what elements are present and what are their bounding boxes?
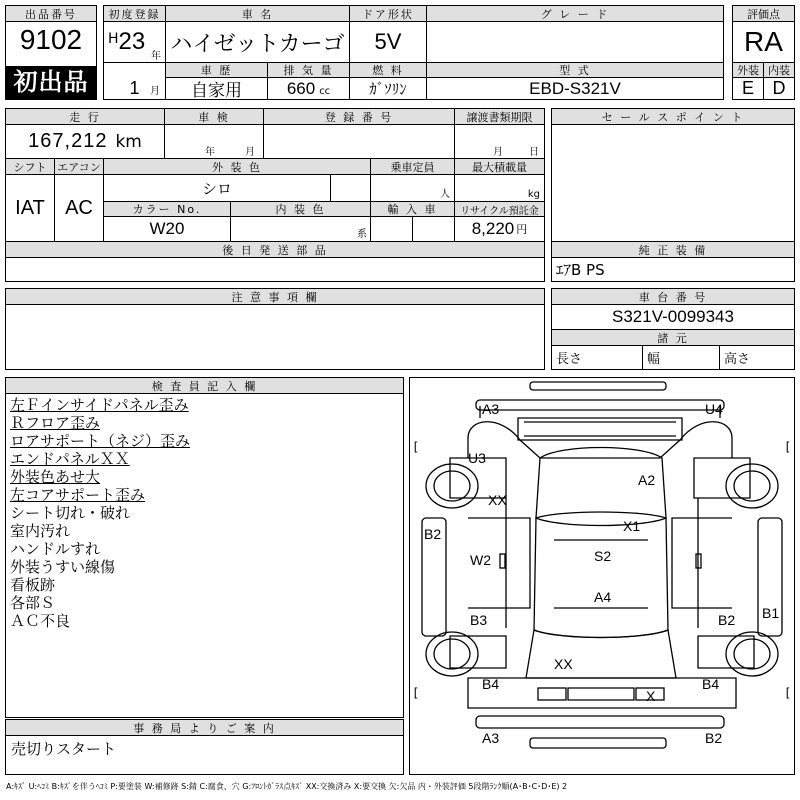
grade-label: グ レ ー ド [426,5,724,22]
width-label: 幅 [647,352,661,367]
door-label: ドア形状 [349,5,427,22]
mileage-cell [5,124,165,159]
color-no-label: カラー No. [103,201,231,217]
height-cell [719,345,795,370]
displacement: 660 [286,78,316,98]
sales-point-box [551,124,795,243]
genuine-equipment: ｴｱB PS [551,257,795,282]
capacity-label: 乗車定員 [370,158,455,175]
later-parts-label: 後 日 発 送 部 品 [5,241,545,258]
import-cell-2 [412,216,455,242]
car-name-label: 車 名 [165,5,350,22]
int-color-unit: 系 [357,229,367,240]
mark-b1: B1 [762,605,780,621]
inspector-line: エンドパネルＸＸ [10,450,130,468]
legend-footer: A:ｷｽﾞ U:ﾍｺﾐ B:ｷｽﾞを伴うﾍｺﾐ P:要塗装 W:補修跡 S:錆 C:腐食、穴 G:ﾌﾛﾝﾄｶﾞﾗｽ点ｷｽﾞ XX:交換済み X:要交換 欠:欠品 内・外装評価 5段階ﾗﾝｸ順(A･B･C･D･E) 2 [6,782,568,791]
length-cell [551,345,643,370]
year-unit: 年 [151,51,161,62]
mark-a3-bottom: A3 [482,730,500,746]
color-no: W20 [103,216,231,242]
int-color-label: 内 装 色 [230,201,371,217]
car-diagram [409,377,795,775]
grade [426,21,724,63]
inspection-label: 車 検 [164,108,264,125]
inspection-month-unit: 月 [245,147,255,158]
first-reg-year: 23 [118,28,146,55]
import-cell-1 [370,216,413,242]
exterior-grade: E [732,77,764,100]
mileage: 167,212 [28,130,108,152]
fuel-label: 燃 料 [349,62,427,78]
inspector-line: ロアサポート（ネジ）歪み [10,432,191,450]
door-type: 5V [349,21,427,63]
mileage-label: 走 行 [5,108,165,125]
import-label: 輸 入 車 [370,201,455,217]
capacity-unit: 人 [440,189,450,200]
length-label: 長さ [556,352,583,367]
inspection-year-unit: 年 [205,147,215,158]
inspector-line: Ｒフロア歪み [10,414,101,432]
genuine-label: 純 正 装 備 [551,241,795,258]
displacement-cell [267,77,350,100]
lot-number: 9102 [19,24,83,55]
inspection-cell [164,124,264,159]
transfer-day-unit: 日 [529,147,539,158]
bracket-tl: [ [412,440,420,454]
mark-u3: U3 [468,450,486,466]
first-listing-badge: 初出品 [6,66,96,99]
mark-x-bottom: X [646,688,656,704]
mark-b2-left: B2 [424,526,442,542]
month-unit: 月 [150,86,160,97]
inspector-line: シート切れ・破れ [10,504,131,522]
mark-w2: W2 [470,552,491,568]
exterior-label: 外装 [732,62,764,78]
inspector-line: ハンドルすれ [10,540,101,558]
color: シロ [103,174,331,202]
mark-a3-top: A3 [482,401,500,417]
chassis-label: 車 台 番 号 [551,288,795,305]
reg-no-label: 登 録 番 号 [263,108,455,125]
inspector-line: ＡＣ不良 [10,612,71,630]
later-parts-box [5,257,545,282]
inspector-line: 室内汚れ [10,522,71,540]
first-reg-label: 初度登録 [103,5,166,22]
height-label: 高さ [724,352,751,367]
shift-label: シフト [5,158,55,175]
mark-x1: X1 [623,518,641,534]
model-label: 型 式 [426,62,724,78]
transfer-month-unit: 月 [493,147,503,158]
bracket-bl: [ [412,686,420,700]
mark-b4-right: B4 [702,676,720,692]
load-unit: kg [527,189,540,200]
mark-a2: A2 [638,472,656,488]
interior-grade: D [763,77,795,100]
reg-no [263,124,455,159]
bracket-tr: [ [784,440,792,454]
sales-point-label: セ ー ル ス ポ イ ン ト [551,108,795,125]
history-label: 車 歴 [165,62,268,78]
ac-label: エアコン [54,158,104,175]
office-text: 売切りスタート [11,740,117,758]
displacement-label: 排 気 量 [267,62,350,78]
inspector-line: 外装うすい線傷 [10,558,116,576]
inspector-line: 看板跡 [10,576,56,594]
inspector-line: 左コアサポート歪み [10,486,146,504]
bracket-br: [ [784,686,792,700]
ac: AC [54,174,104,242]
fuel: ｶﾞｿﾘﾝ [349,77,427,100]
mark-xx-bottom: XX [554,656,573,672]
inspector-notes [10,396,400,630]
interior-label: 内装 [763,62,795,78]
chassis-number: S321V-0099343 [551,304,795,330]
car-name: ハイゼットカーゴ [165,21,350,63]
lot-number-box [5,5,97,100]
mileage-unit: km [115,131,142,152]
first-reg-month: 1 [129,77,140,98]
color-label: 外 装 色 [103,158,371,175]
capacity-cell [370,174,455,202]
mark-b3: B3 [470,612,488,628]
office-box [5,735,404,775]
rating: RA [732,21,795,63]
rating-label: 評価点 [732,5,795,22]
mark-xx-left: XX [488,492,507,508]
mark-s2: S2 [594,548,612,564]
mark-u4-top: U4 [705,401,723,417]
mark-b2-bottom: B2 [705,730,723,746]
caution-box [5,304,545,370]
transfer-label: 譲渡書類期限 [454,108,545,125]
lot-number-label: 出品番号 [5,5,97,22]
load-cell [454,174,545,202]
mark-b2-right: B2 [718,612,736,628]
mark-b4-left: B4 [482,676,500,692]
transfer-cell [454,124,545,159]
car-outline-svg [410,378,794,774]
recycle-deposit: 8,220 [471,219,515,238]
inspector-line: 左Ｆインサイドパネル歪み [10,396,189,414]
inspector-line: 外装色あせ大 [10,468,101,486]
dims-label: 諸 元 [551,329,795,346]
recycle-cell [454,216,545,242]
inspector-label: 検 査 員 記 入 欄 [5,377,404,394]
first-reg-year-cell [103,21,166,63]
load-label: 最大積載量 [454,158,545,175]
recycle-unit: 円 [516,223,528,236]
first-reg-month-cell [103,62,166,100]
shift: IAT [5,174,55,242]
int-color-cell [230,216,371,242]
model: EBD-S321V [426,77,724,100]
inspector-line: 各部Ｓ [10,594,56,612]
era: H [108,31,119,47]
displacement-unit: cc [319,85,331,97]
width-cell [642,345,720,370]
caution-label: 注 意 事 項 欄 [5,288,545,305]
office-label: 事 務 局 よ り ご 案 内 [5,719,404,736]
color-extra [330,174,371,202]
recycle-label: リサイクル預託金 [454,201,545,217]
mark-a4: A4 [594,589,612,605]
history: 自家用 [165,77,268,100]
